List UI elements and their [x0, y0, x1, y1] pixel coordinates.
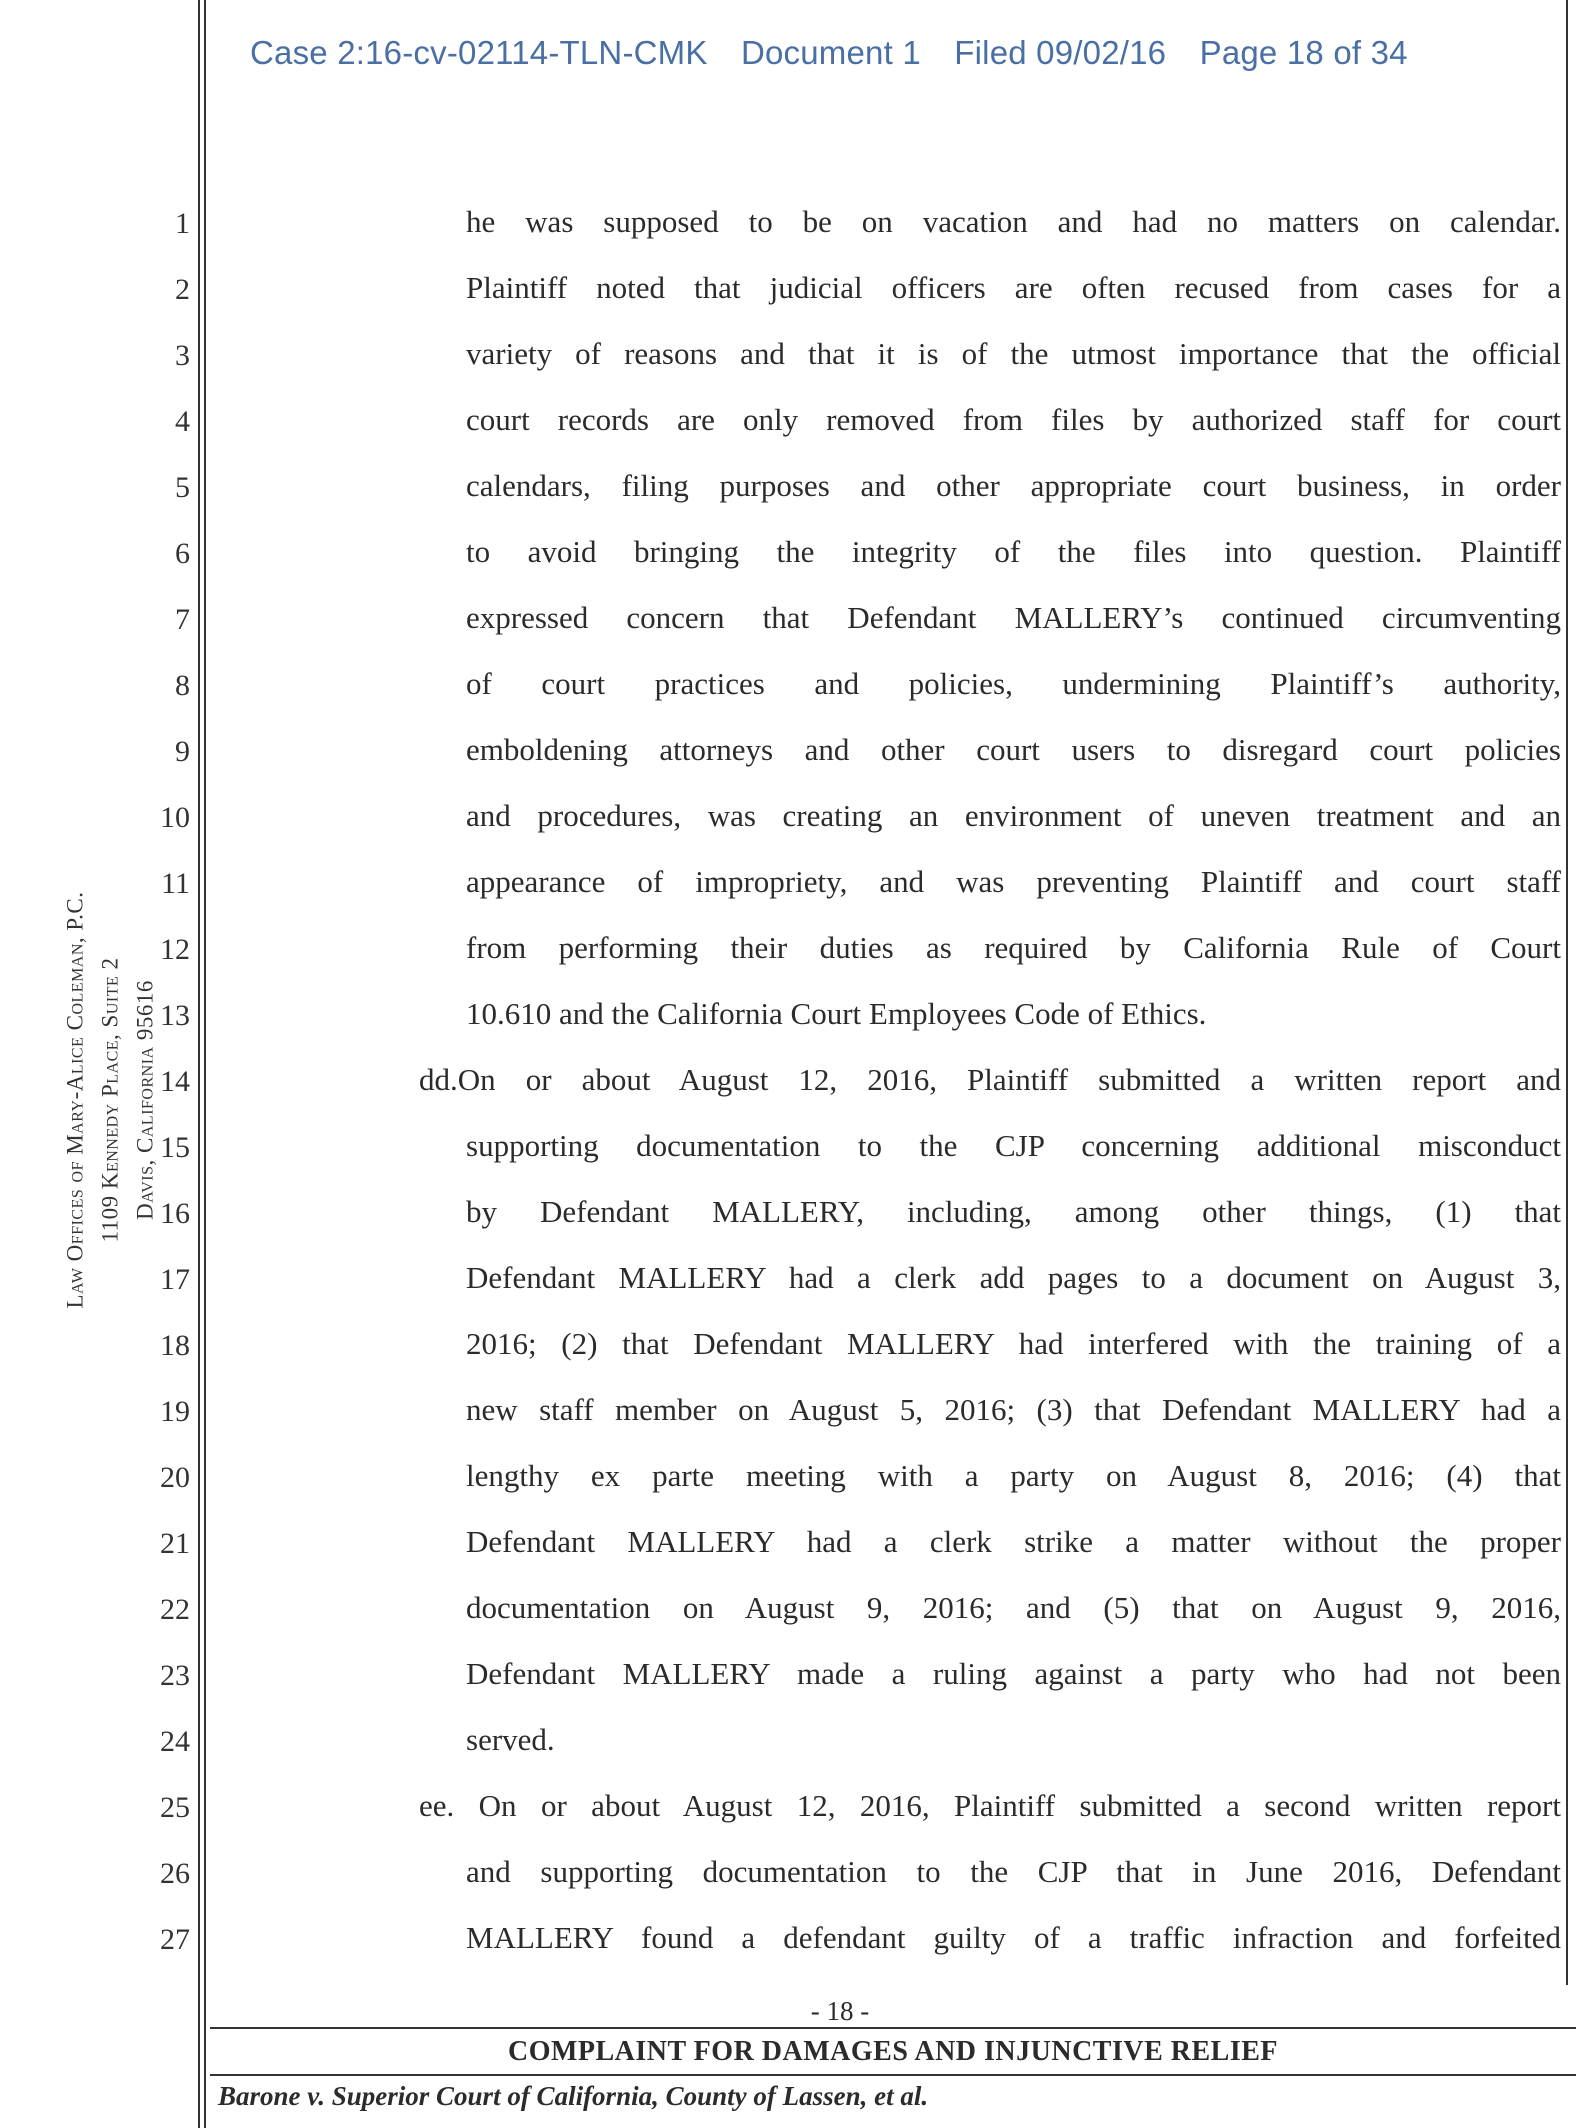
ecf-header: [250, 34, 1408, 72]
line-number: 17: [160, 1263, 190, 1296]
line-number: 25: [160, 1791, 190, 1824]
text-line: court records are only removed from files by authorized staff for court: [466, 402, 1561, 437]
text-line: MALLERY found a defendant guilty of a traffic infraction and forfeited: [466, 1920, 1561, 1955]
text-line: appearance of impropriety, and was preventing Plaintiff and court staff: [466, 864, 1561, 899]
line-number: 27: [160, 1923, 190, 1956]
text-line: 2016; (2) that Defendant MALLERY had interfered with the training of a: [466, 1326, 1561, 1361]
line-number: 19: [160, 1395, 190, 1428]
text-line: 10.610 and the California Court Employees Code of Ethics.: [466, 996, 1207, 1031]
line-number: 14: [160, 1065, 190, 1098]
paragraph-ee-first-line: ee. On or about August 12, 2016, Plaintiff submitted a second written report: [419, 1788, 1561, 1823]
line-number: 13: [160, 999, 190, 1032]
text-line: Defendant MALLERY had a clerk add pages to a document on August 3,: [466, 1260, 1561, 1295]
text-line: documentation on August 9, 2016; and (5) that on August 9, 2016,: [466, 1590, 1561, 1625]
page-number: - 18 -: [810, 1996, 870, 2026]
left-margin-rule-outer: [198, 0, 200, 2128]
firm-name: Law Offices of Mary-Alice Coleman, P.C.: [62, 891, 88, 1309]
footer-title: COMPLAINT FOR DAMAGES AND INJUNCTIVE RELIEF: [507, 2036, 1279, 2067]
text-line: by Defendant MALLERY, including, among other things, (1) that: [466, 1194, 1561, 1229]
line-number: 23: [160, 1659, 190, 1692]
text-line: emboldening attorneys and other court users to disregard court policies: [466, 732, 1561, 767]
line-number: 11: [161, 867, 190, 900]
line-number: 9: [175, 735, 190, 768]
line-number: 20: [160, 1461, 190, 1494]
paragraph-dd-first-line: dd.On or about August 12, 2016, Plaintiff submitted a written report and: [419, 1062, 1561, 1097]
line-number: 4: [175, 405, 190, 438]
line-number: 16: [160, 1197, 190, 1230]
line-number: 12: [160, 933, 190, 966]
text-line: Defendant MALLERY made a ruling against a party who had not been: [466, 1656, 1561, 1691]
line-number: 21: [160, 1527, 190, 1560]
text-line: of court practices and policies, undermining Plaintiff’s authority,: [466, 666, 1561, 701]
line-number: 26: [160, 1857, 190, 1890]
footer-rule-bottom: [210, 2074, 1576, 2076]
text-line: expressed concern that Defendant MALLERY’s continued circumventing: [466, 600, 1561, 635]
page-count: Page 18 of 34: [1199, 34, 1408, 71]
right-margin-rule: [1566, 0, 1568, 1985]
line-number: 3: [175, 339, 190, 372]
line-number: 1: [175, 207, 190, 240]
text-line: and supporting documentation to the CJP that in June 2016, Defendant: [466, 1854, 1561, 1889]
line-number: 18: [160, 1329, 190, 1362]
firm-address: 1109 Kennedy Place, Suite 2: [97, 957, 123, 1243]
text-line: variety of reasons and that it is of the utmost importance that the official: [466, 336, 1561, 371]
text-line: new staff member on August 5, 2016; (3) that Defendant MALLERY had a: [466, 1392, 1561, 1427]
filed-date: Filed 09/02/16: [954, 34, 1167, 71]
text-line: from performing their duties as required by California Rule of Court: [466, 930, 1561, 965]
text-line: supporting documentation to the CJP concerning additional misconduct: [466, 1128, 1561, 1163]
line-number: 5: [175, 471, 190, 504]
line-number: 24: [160, 1725, 190, 1758]
text-line: to avoid bringing the integrity of the files into question. Plaintiff: [466, 534, 1561, 569]
text-line: Defendant MALLERY had a clerk strike a matter without the proper: [466, 1524, 1561, 1559]
line-number: 7: [175, 603, 190, 636]
footer-rule-top: [210, 2027, 1576, 2029]
line-number: 22: [160, 1593, 190, 1626]
case-number: Case 2:16-cv-02114-TLN-CMK: [250, 34, 708, 71]
text-line: calendars, filing purposes and other appropriate court business, in order: [466, 468, 1561, 503]
firm-city: Davis, California 95616: [132, 980, 158, 1220]
line-number: 15: [160, 1131, 190, 1164]
line-number: 8: [175, 669, 190, 702]
document-number: Document 1: [740, 34, 921, 71]
line-number: 6: [175, 537, 190, 570]
text-line: served.: [466, 1722, 555, 1757]
line-number: 10: [160, 801, 190, 834]
footer-caption: Barone v. Superior Court of California, County of Lassen, et al.: [218, 2081, 929, 2111]
text-line: and procedures, was creating an environment of uneven treatment and an: [466, 798, 1561, 833]
text-line: lengthy ex parte meeting with a party on August 8, 2016; (4) that: [466, 1458, 1561, 1493]
text-line: he was supposed to be on vacation and had no matters on calendar.: [466, 204, 1561, 239]
left-margin-rule-inner: [204, 0, 206, 2128]
line-number: 2: [175, 273, 190, 306]
text-line: Plaintiff noted that judicial officers are often recused from cases for a: [466, 270, 1561, 305]
